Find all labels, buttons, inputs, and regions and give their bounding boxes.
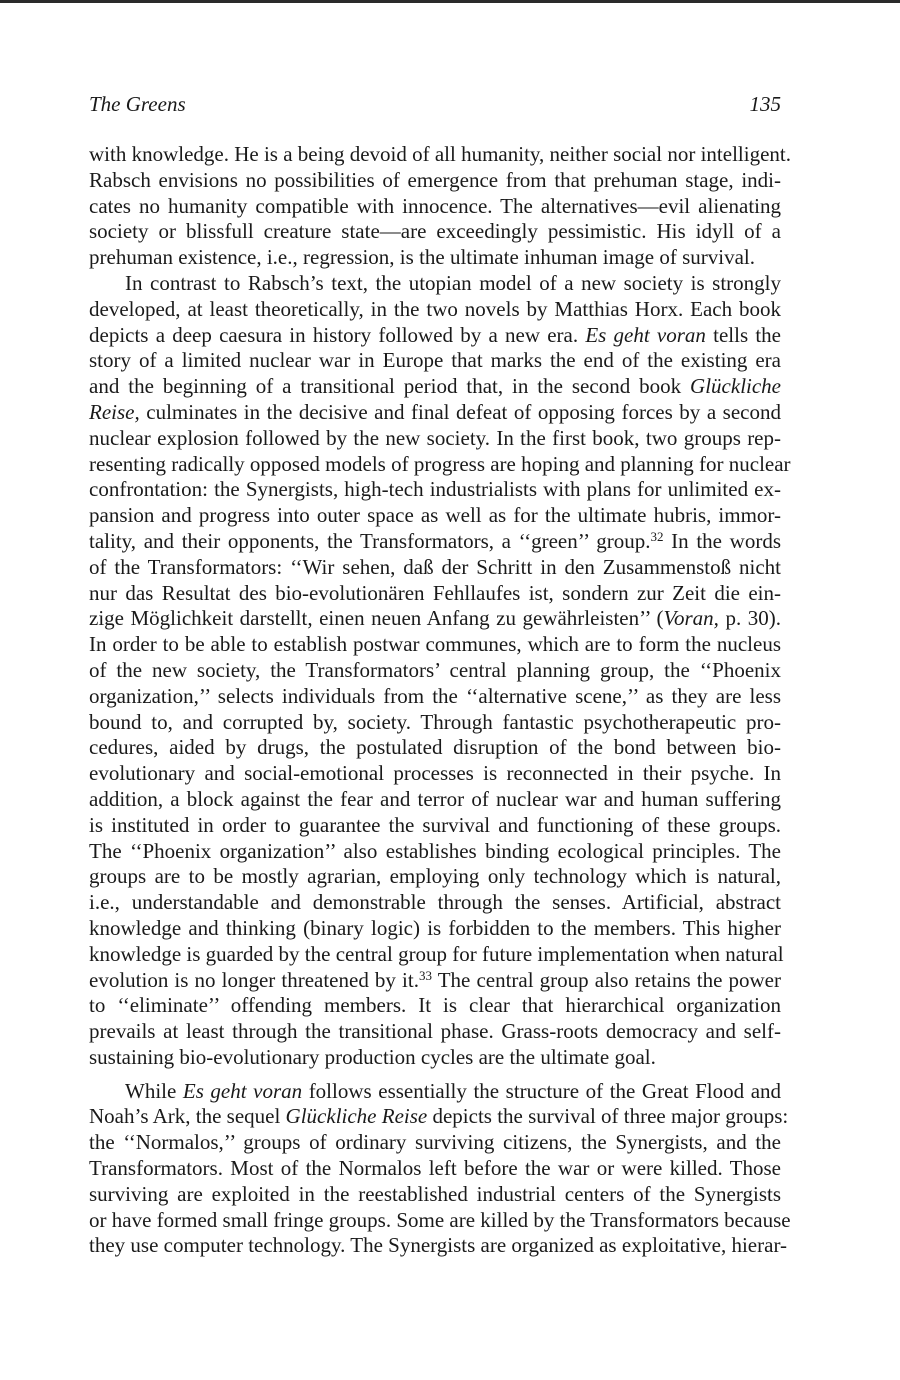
text-line (89, 1130, 781, 1156)
text-line (89, 1156, 781, 1182)
text-run: knowledge is guarded by the central group for future implementation when natural (89, 941, 784, 966)
text-run: sustaining bio-evolutionary production cycles are the ultimate goal. (89, 1044, 656, 1069)
text-run: surviving are exploited in the reestablished industrial centers of the Synergists (89, 1181, 781, 1206)
text-run: tality, and their opponents, the Transformators, a ‘‘green’’ group. (89, 528, 651, 553)
text-run: Transformators. Most of the Normalos left before the war or were killed. Those (89, 1156, 781, 1181)
text-line (89, 245, 781, 271)
text-line (89, 916, 781, 942)
text-line (89, 451, 791, 478)
italic-title: Es geht voran (182, 1078, 303, 1103)
text-run: of the new society, the Transformators’ central planning group, the ‘‘Phoenix (89, 657, 781, 682)
text-line (89, 1182, 781, 1208)
text-line (89, 684, 781, 710)
text-line (89, 529, 781, 555)
text-run: nur das Resultat des bio-evolutionären Fehllaufes ist, sondern zur Zeit die ein- (89, 580, 781, 605)
text-run: culminates in the decisive and final defeat of opposing forces by a second (139, 399, 781, 424)
text-line (89, 1079, 781, 1105)
italic-title: Es geht voran (585, 322, 706, 347)
text-run: prevails at least through the transitional phase. Grass-roots democracy and self- (89, 1019, 781, 1044)
text-run: follows essentially the structure of the Great Flood and (302, 1078, 782, 1103)
text-line (89, 271, 781, 297)
text-line (89, 761, 781, 787)
text-run: confrontation: the Synergists, high-tech industrialists with plans for unlimited ex- (89, 477, 781, 502)
text-run: In contrast to Rabsch’s text, the utopian model of a new society is strongly (125, 270, 781, 295)
text-run: cedures, aided by drugs, the postulated disruption of the bond between bio- (89, 735, 781, 760)
text-line (89, 839, 781, 865)
text-run: or have formed small fringe groups. Some are killed by the Transformators because (89, 1207, 791, 1232)
text-line (89, 1104, 789, 1130)
text-run: p. 30). (718, 606, 781, 631)
text-run: cates no humanity compatible with innocence. The alternatives—evil alienating (89, 193, 781, 218)
text-run: is instituted in order to guarantee the survival and functioning of these groups. (89, 812, 781, 837)
text-run: nuclear explosion followed by the new society. In the first book, two groups rep- (89, 425, 781, 450)
text-line (89, 168, 781, 194)
text-line (89, 142, 791, 168)
text-run: pansion and progress into outer space as well as for the ultimate hubris, immor- (89, 503, 781, 528)
page-top-rule (0, 0, 900, 3)
text-line (89, 787, 781, 813)
text-run: depicts the survival of three major groups: (427, 1104, 789, 1129)
text-run: and the beginning of a transitional period that, in the second book (89, 374, 691, 399)
text-run: The ‘‘Phoenix organization’’ also establishes binding ecological principles. The (89, 838, 781, 863)
running-head (89, 92, 781, 122)
text-line (89, 1019, 781, 1045)
running-title: The Greens (89, 92, 186, 116)
text-run: i.e., understandable and demonstrable through the senses. Artificial, abstract (89, 890, 781, 915)
text-run: depicts a deep caesura in history followed by a new era. (89, 322, 586, 347)
italic-title: Reise, (89, 399, 140, 424)
italic-title: Glückliche (690, 374, 781, 399)
text-line (89, 658, 781, 684)
text-line (89, 581, 781, 607)
text-run: addition, a block against the fear and terror of nuclear war and human suffering (89, 786, 781, 811)
text-line (89, 993, 781, 1019)
text-line (89, 710, 781, 736)
text-line (89, 735, 781, 761)
body-text (89, 142, 791, 1259)
text-line (89, 864, 781, 890)
text-run: Noah’s Ark, the sequel (89, 1104, 286, 1129)
text-run: to ‘‘eliminate’’ offending members. It is clear that hierarchical organization (89, 993, 781, 1018)
text-line (89, 968, 781, 994)
text-line (89, 1045, 781, 1071)
italic-title: Voran, (663, 606, 719, 631)
text-line (89, 426, 781, 452)
text-line (89, 297, 781, 323)
paragraph-gap (89, 1071, 781, 1079)
text-run: the ‘‘Normalos,’’ groups of ordinary surviving citizens, the Synergists, and the (89, 1130, 781, 1155)
text-line (89, 555, 781, 581)
footnote-ref: 33 (418, 967, 432, 983)
text-line (89, 348, 781, 374)
text-line (89, 813, 781, 839)
text-line (89, 374, 781, 400)
text-run: bound to, and corrupted by, society. Through fantastic psychotherapeutic pro- (89, 709, 781, 734)
text-run: evolutionary and social-emotional processes is reconnected in their psyche. In (89, 761, 781, 786)
text-run: tells the (705, 322, 781, 347)
text-line (89, 400, 781, 426)
text-run: In the words (663, 528, 781, 553)
text-run: organization,’’ selects individuals from the ‘‘alternative scene,’’ as they are less (89, 683, 781, 708)
text-run: Rabsch envisions no possibilities of emergence from that prehuman stage, indi- (89, 167, 781, 192)
text-line (89, 477, 781, 503)
footnote-ref: 32 (650, 528, 664, 544)
text-run: developed, at least theoretically, in the two novels by Matthias Horx. Each book (89, 296, 781, 321)
text-line (89, 323, 781, 349)
text-run: groups are to be mostly agrarian, employing only technology which is natural, (89, 864, 781, 889)
text-run: society or blissfull creature state—are exceedingly pessimistic. His idyll of a (89, 219, 781, 244)
text-run: prehuman existence, i.e., regression, is the ultimate inhuman image of survival. (89, 245, 755, 270)
text-run: The central group also retains the power (431, 967, 782, 992)
text-line (89, 194, 781, 220)
text-run: resenting radically opposed models of progress are hoping and planning for nuclear (89, 451, 791, 476)
text-run: story of a limited nuclear war in Europe that marks the end of the existing era (89, 348, 781, 373)
text-run: In order to be able to establish postwar communes, which are to form the nucleus (89, 632, 781, 657)
text-line (89, 503, 781, 529)
text-run: evolution is no longer threatened by it. (89, 967, 419, 992)
text-run: zige Möglichkeit darstellt, einen neuen Anfang zu gewährleisten’’ ( (89, 606, 664, 631)
text-run: While (125, 1078, 183, 1103)
italic-title: Glückliche Reise (285, 1104, 428, 1129)
text-line (89, 632, 781, 658)
text-run: knowledge and thinking (binary logic) is forbidden to the members. This higher (89, 915, 781, 940)
text-line (89, 219, 781, 245)
text-run: they use computer technology. The Synergists are organized as exploitative, hierar- (89, 1233, 788, 1258)
page-number: 135 (749, 92, 781, 116)
text-line (89, 890, 781, 916)
text-line (89, 606, 781, 632)
text-line (89, 941, 784, 968)
text-line (89, 1233, 788, 1259)
text-run: of the Transformators: ‘‘Wir sehen, daß der Schritt in den Zusammenstoß nicht (89, 554, 781, 579)
text-line (89, 1207, 791, 1234)
text-run: with knowledge. He is a being devoid of all humanity, neither social nor intelligent. (89, 142, 791, 166)
